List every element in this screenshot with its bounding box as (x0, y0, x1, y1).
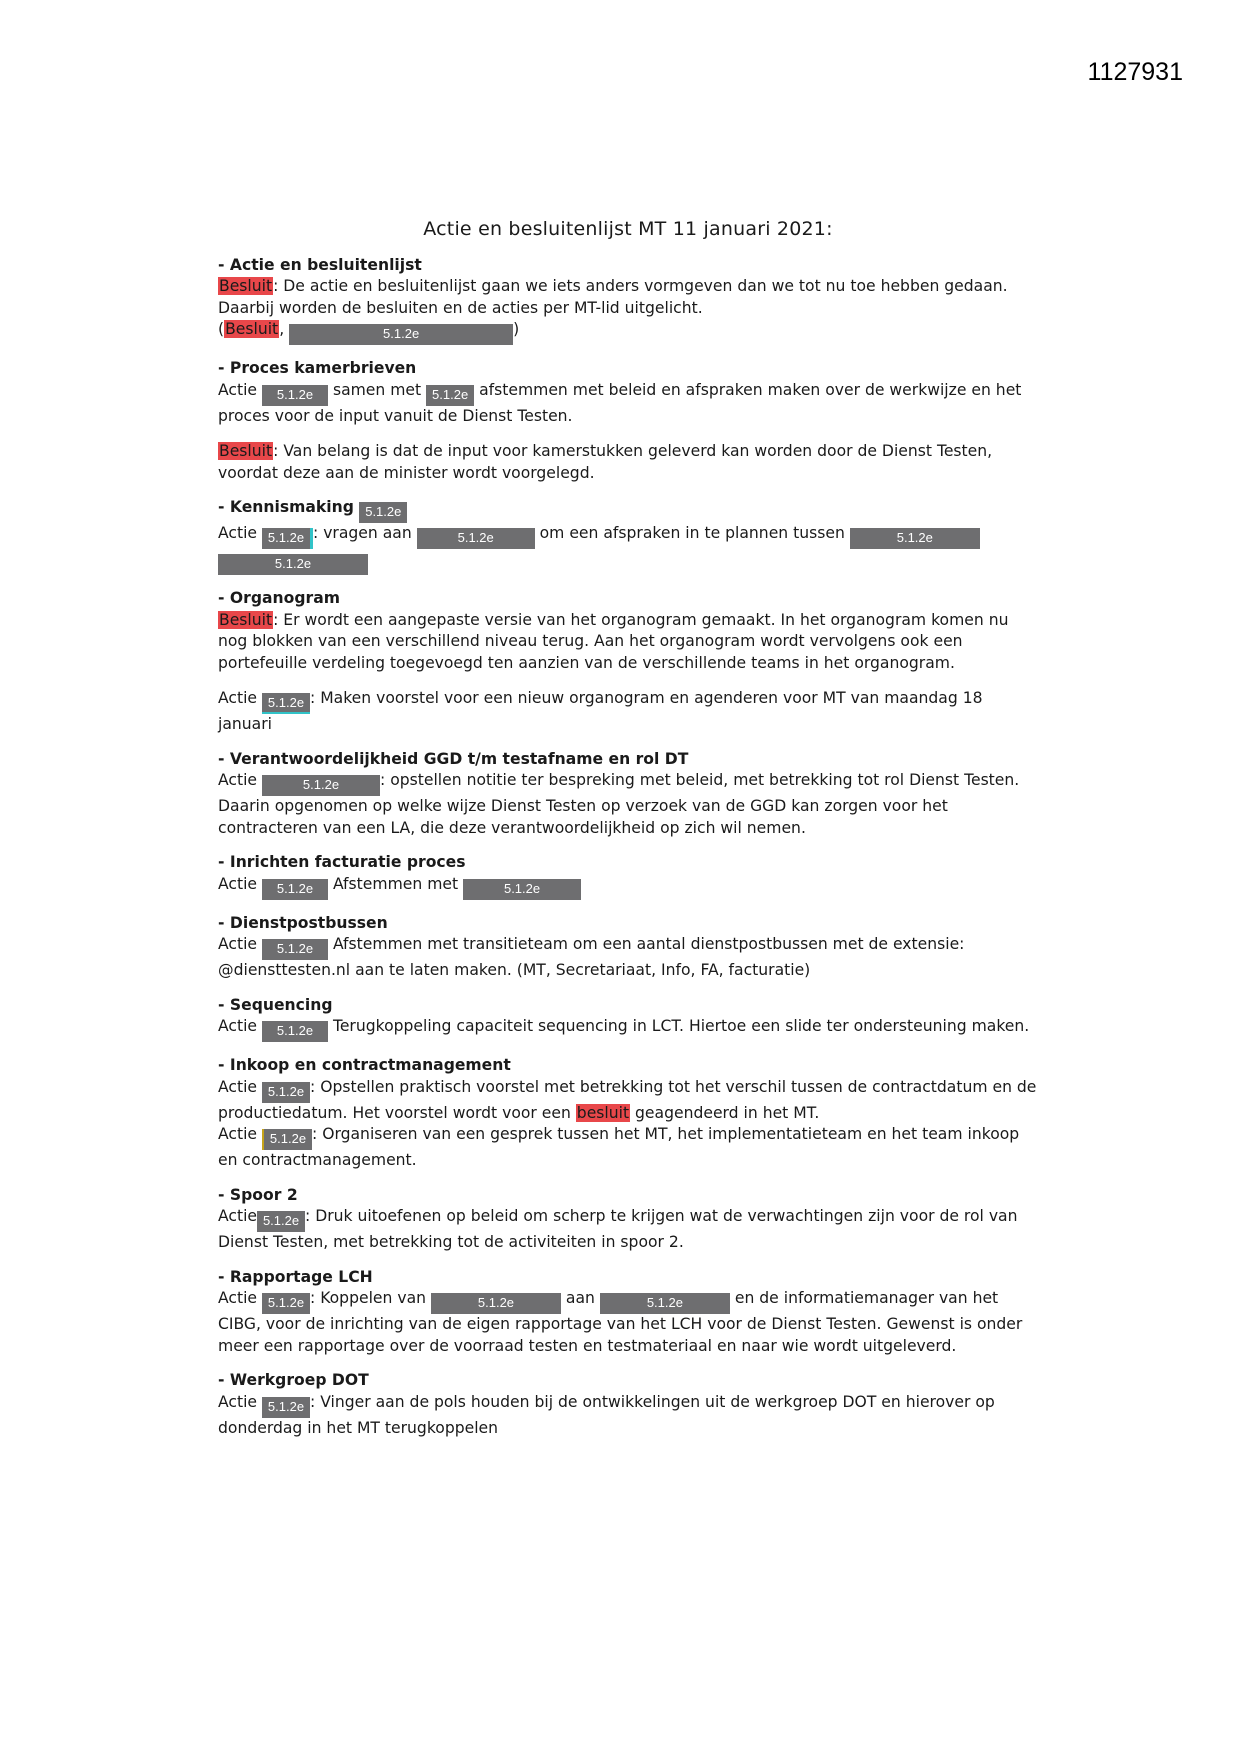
section-heading: - Inkoop en contractmanagement (218, 1056, 511, 1074)
actie-paragraph (218, 874, 1038, 900)
redaction-box: 5.1.2e (426, 385, 474, 406)
paragraph-text: Terugkoppeling capaciteit sequencing in LCT. Hiertoe een slide ter ondersteuning maken. (327, 1017, 1030, 1035)
paragraph-text: : De actie en besluitenlijst gaan we iets anders vormgeven dan we tot nu toe hebben gedaan. Daarbij worden de besluiten en de acties per MT-lid uitgelicht. (218, 277, 1008, 317)
redaction-box: 5.1.2e (262, 775, 380, 796)
actie-paragraph (218, 1206, 1038, 1254)
redaction-box: 5.1.2e (262, 528, 313, 549)
actie-label: Actie (218, 1125, 258, 1143)
redaction-box: 5.1.2e (463, 879, 581, 900)
besluit-highlight: Besluit (219, 442, 273, 460)
redaction-box: 5.1.2e (257, 1211, 305, 1232)
redaction-box: 5.1.2e (262, 693, 310, 714)
section-heading: - Spoor 2 (218, 1185, 298, 1204)
paragraph-text: : Er wordt een aangepaste versie van het organogram gemaakt. In het organogram komen nu nog blokken van een verschillend niveau terug. Aan het organogram wordt vervolgens ook een portefeuille verdeling toegevoegd ten aanzien van de verschillende teams in het organogram. (218, 610, 1009, 672)
paragraph-text: : Koppelen van (309, 1289, 431, 1307)
redaction-box: 5.1.2e (262, 385, 328, 406)
section-heading: - Rapportage LCH (218, 1267, 373, 1286)
besluit-highlight: Besluit (219, 610, 273, 629)
besluit-paragraph (218, 610, 1038, 675)
section-heading: - Verantwoordelijkheid GGD t/m testafname en rol DT (218, 749, 689, 768)
paren: ( (218, 320, 225, 338)
actie-label: Actie (218, 524, 258, 542)
section-heading: - Proces kamerbrieven (218, 359, 417, 377)
redaction-box: 5.1.2e (262, 1129, 312, 1150)
paragraph-text: : Maken voorstel voor een nieuw organogram en agenderen voor MT van maandag 18 januari (218, 689, 983, 733)
actie-label: Actie (218, 771, 258, 789)
redaction-box: 5.1.2e (850, 528, 980, 549)
actie-label: Actie (218, 1392, 258, 1411)
besluit-highlight: besluit (576, 1103, 630, 1122)
paren: ) (513, 320, 520, 338)
section-rapportage-lch (218, 1267, 1038, 1358)
redaction-box: 5.1.2e (417, 528, 535, 549)
redaction-box: 5.1.2e (262, 1082, 310, 1103)
besluit-reference (218, 319, 1038, 345)
section-inkoop-contractmanagement (218, 1055, 1038, 1172)
section-actie-besluitenlijst (218, 255, 1038, 346)
paragraph-text: : opstellen notitie ter bespreking met beleid, met betrekking tot rol Dienst Testen. Daarin opgenomen op welke wijze Dienst Testen op verzoek van de GGD kan zorgen voor het contracteren van een LA, die deze verantwoordelijkheid op zich wil nemen. (218, 771, 1020, 837)
section-kennismaking (218, 497, 1038, 575)
actie-paragraph (218, 770, 1038, 839)
actie-label: Actie (218, 1017, 258, 1035)
page-title: Actie en besluitenlijst MT 11 januari 2021: (423, 218, 833, 240)
actie-paragraph (218, 380, 1038, 428)
section-organogram (218, 588, 1038, 736)
actie-label: Actie (218, 1077, 258, 1096)
actie-label: Actie (218, 1289, 258, 1307)
actie-paragraph (218, 688, 1038, 736)
section-inrichten-facturatie (218, 852, 1038, 900)
redaction-box: 5.1.2e (262, 939, 328, 960)
section-spoor-2 (218, 1185, 1038, 1254)
actie-paragraph (218, 1288, 1038, 1357)
section-heading: - Actie en besluitenlijst (218, 255, 422, 274)
section-dienstpostbussen (218, 913, 1038, 982)
paragraph-text: : Organiseren van een gesprek tussen het MT, het implementatieteam en het team inkoop en contractmanagement. (218, 1125, 1020, 1169)
actie-paragraph (218, 523, 1038, 575)
paragraph-text: aan (560, 1289, 600, 1307)
redaction-box: 5.1.2e (262, 1021, 328, 1042)
colon: : (273, 442, 279, 460)
actie-paragraph (218, 1392, 1038, 1440)
paragraph-text: : Opstellen praktisch voorstel met betrekking tot het verschil tussen de contractdatum en de productiedatum. Het voorstel wordt voor een (218, 1077, 1037, 1122)
paragraph-text: om een afspraken in te plannen tussen (534, 524, 850, 542)
paragraph-text: : Vinger aan de pols houden bij de ontwikkelingen uit de werkgroep DOT en hierover op donderdag in het MT terugkoppelen (218, 1392, 995, 1437)
heading-text: - Kennismaking (218, 498, 360, 516)
redaction-box: 5.1.2e (262, 1397, 310, 1418)
paragraph-text: Afstemmen met transitieteam om een aantal dienstpostbussen met de extensie: @diensttesten.nl aan te laten maken. (MT, Secretariaat, Info, FA, facturatie) (218, 935, 965, 979)
section-heading: - Dienstpostbussen (218, 913, 388, 932)
section-proces-kamerbrieven (218, 358, 1038, 484)
redaction-box: 5.1.2e (262, 879, 328, 900)
actie-label: Actie (218, 380, 258, 399)
redaction-box: 5.1.2e (600, 1293, 730, 1314)
actie-paragraph (218, 1077, 1038, 1125)
besluit-paragraph (218, 441, 1038, 484)
redaction-box: 5.1.2e (359, 502, 407, 523)
section-heading: - Inrichten facturatie proces (218, 853, 466, 871)
actie-paragraph (218, 1124, 1038, 1172)
section-verantwoordelijkheid-ggd (218, 749, 1038, 840)
actie-paragraph (218, 934, 1038, 982)
section-heading: - Sequencing (218, 995, 333, 1014)
section-werkgroep-dot (218, 1370, 1038, 1439)
actie-paragraph (218, 1016, 1038, 1042)
paragraph-text: afstemmen met beleid en afspraken maken over de werkwijze en het proces voor de input vanuit de Dienst Testen. (218, 380, 1022, 425)
comma: , (279, 320, 285, 338)
document-body (218, 219, 1038, 1452)
actie-label: Actie (218, 874, 258, 893)
paragraph-text: Van belang is dat de input voor kamerstukken geleverd kan worden door de Dienst Testen, voordat deze aan de minister wordt voorgelegd. (218, 442, 993, 482)
section-heading: - Werkgroep DOT (218, 1371, 369, 1389)
besluit-highlight: Besluit (219, 277, 273, 295)
paragraph-text: : Druk uitoefenen op beleid om scherp te krijgen wat de verwachtingen zijn voor de rol van Dienst Testen, met betrekking tot de activiteiten in spoor 2. (218, 1207, 1018, 1251)
redaction-box: 5.1.2e (262, 1293, 310, 1314)
paragraph-text: : vragen aan (312, 524, 417, 542)
besluit-paragraph (218, 276, 1038, 319)
paragraph-text: Afstemmen met (327, 874, 464, 893)
besluit-highlight: Besluit (225, 320, 279, 338)
section-heading: - Organogram (218, 589, 340, 607)
redaction-box: 5.1.2e (289, 324, 513, 345)
document-number: 1127931 (1087, 58, 1183, 86)
redaction-box: 5.1.2e (431, 1293, 561, 1314)
paragraph-text: en de informatiemanager van het CIBG, voor de inrichting van de eigen rapportage van het LCH voor de Dienst Testen. Gewenst is onder meer een rapportage over de voorraad testen en testmateriaal en naar wie wordt uitgeleverd. (218, 1289, 1023, 1355)
redaction-box: 5.1.2e (218, 554, 368, 575)
section-heading (218, 497, 1038, 523)
paragraph-text: samen met (327, 380, 427, 399)
actie-label: Actie (218, 1207, 258, 1225)
actie-label: Actie (218, 935, 258, 953)
paragraph-text: geagendeerd in het MT. (630, 1103, 820, 1122)
actie-label: Actie (218, 689, 258, 707)
section-sequencing (218, 995, 1038, 1043)
